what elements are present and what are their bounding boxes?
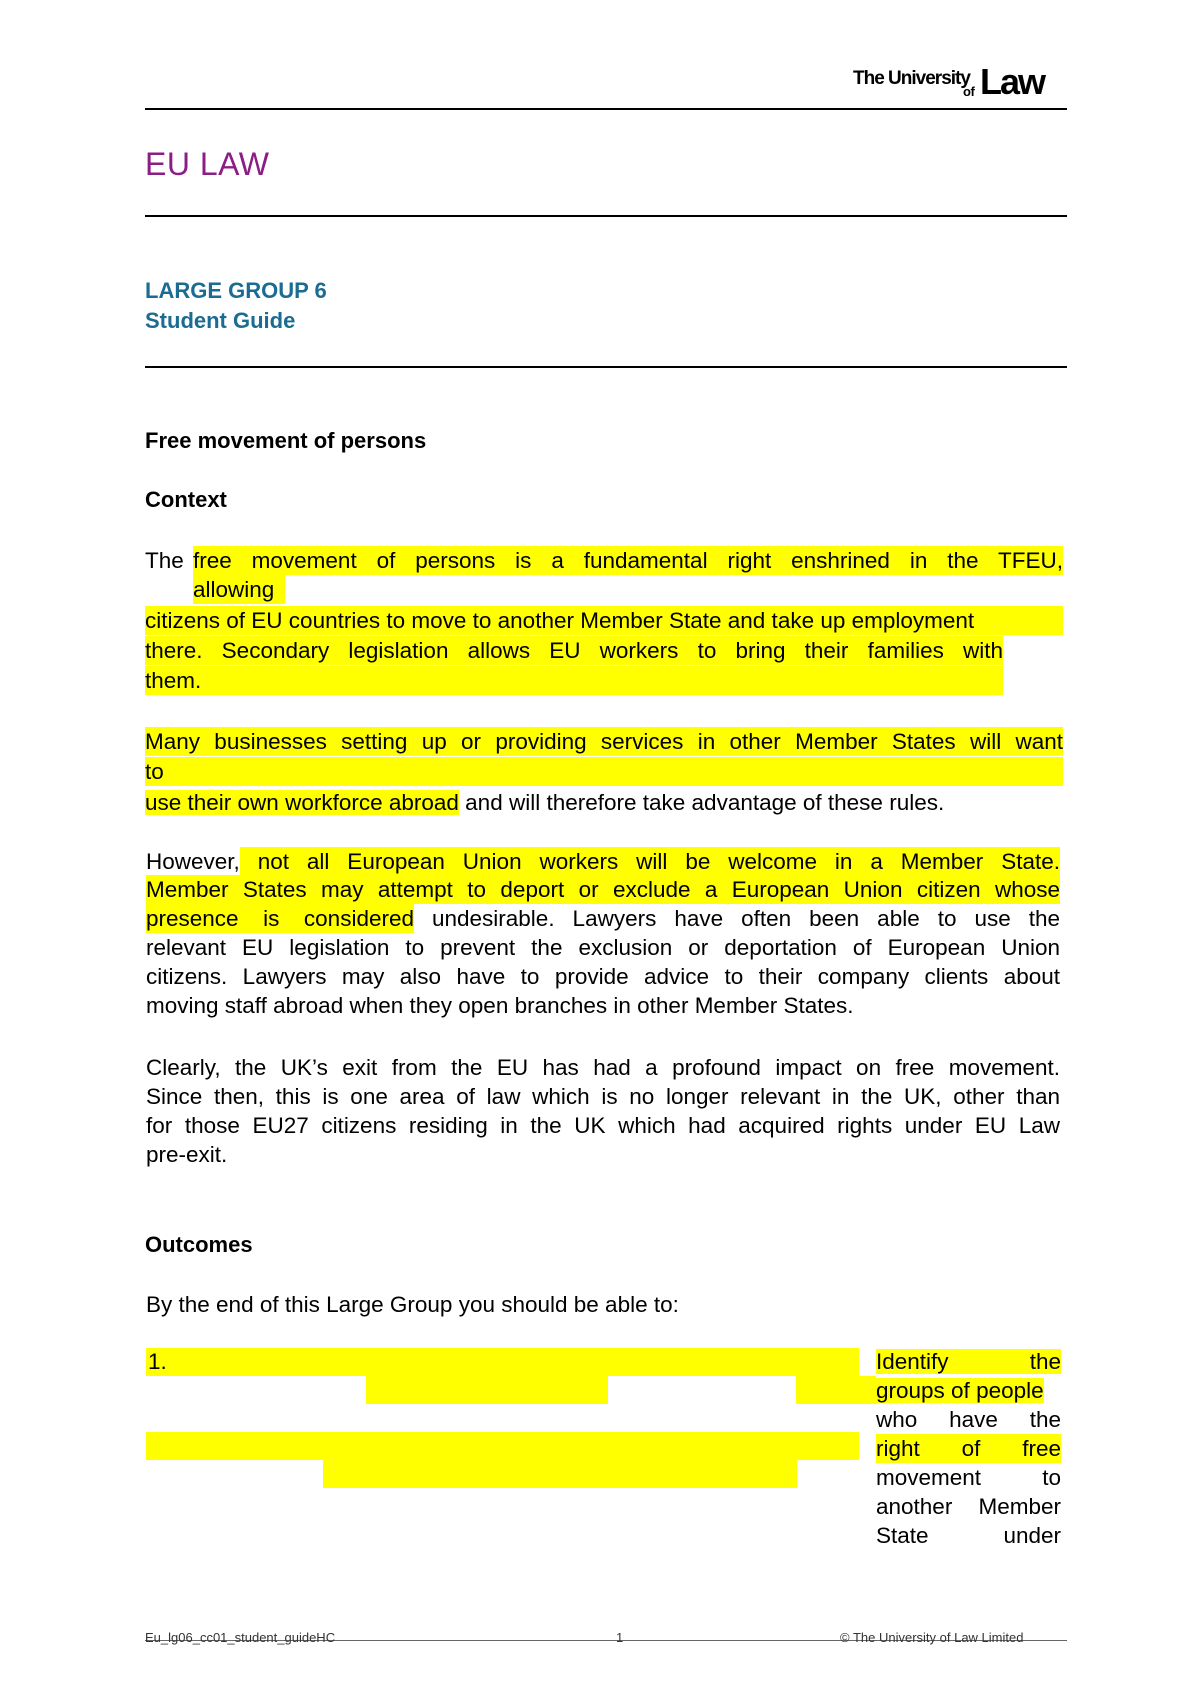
highlight-block: [323, 1460, 797, 1488]
highlight-block: [366, 1376, 608, 1404]
paragraph-line: pre-exit.: [146, 1142, 228, 1167]
context-heading: Context: [145, 487, 227, 512]
paragraph-line: moving staff abroad when they open branches in other Member States.: [146, 993, 854, 1018]
paragraph-line: there. Secondary legislation allows EU workers to bring their families with: [145, 638, 1003, 663]
footer-doc-id: Eu_lg06_cc01_student_guideHC: [145, 1630, 336, 1645]
paragraph-line: [146, 847, 1060, 876]
paragraph-line: [145, 788, 944, 817]
highlight-block: [146, 1432, 859, 1460]
footer-page-number: 1: [616, 1630, 624, 1645]
subtitle-group: LARGE GROUP 6: [145, 278, 327, 303]
paragraph-line: Clearly, the UK’s exit from the EU has had a profound impact on free movement.: [146, 1055, 1060, 1080]
highlight-block: [796, 1376, 876, 1404]
outcome-line: State under: [876, 1523, 1061, 1548]
highlighted-text: not all European Union workers will be welcome in a Member State.: [239, 849, 1060, 874]
plain-text: However,: [146, 849, 240, 874]
logo-line-1: The University: [853, 68, 970, 89]
document-title: EU LAW: [145, 146, 270, 182]
outcomes-intro: By the end of this Large Group you should be able to:: [146, 1292, 679, 1317]
paragraph-line: them.: [145, 666, 1003, 695]
header-divider-3: [145, 366, 1067, 368]
paragraph-line: Member States may attempt to deport or exclude a European Union citizen whose: [146, 877, 1060, 902]
paragraph-line: relevant EU legislation to prevent the exclusion or deportation of European Union: [146, 935, 1060, 960]
highlighted-text: presence is considered: [146, 906, 414, 931]
header-divider-2: [145, 215, 1067, 217]
paragraph-line: Many businesses setting up or providing services in other Member States will want: [145, 729, 1063, 754]
paragraph-line: citizens of EU countries to move to another Member State and take up employment: [145, 606, 1063, 635]
outcome-line: who have the: [876, 1407, 1061, 1432]
paragraph-line: to: [145, 757, 1063, 786]
paragraph-line: [146, 904, 1060, 933]
outcome-number: 1.: [148, 1349, 167, 1374]
outcome-line: Identify the: [876, 1349, 1061, 1374]
outcome-line: movement to: [876, 1465, 1061, 1490]
paragraph-line: free movement of persons is a fundamental right enshrined in the TFEU,: [193, 548, 1063, 573]
outcome-line: right of free: [876, 1436, 1061, 1461]
outcome-line: groups of people: [876, 1378, 1044, 1403]
paragraph-line: Since then, this is one area of law which is no longer relevant in the UK, other than: [146, 1084, 1060, 1109]
section-heading: Free movement of persons: [145, 428, 427, 453]
logo-line-2: of: [963, 84, 975, 99]
paragraph-line: citizens. Lawyers may also have to provide advice to their company clients about: [146, 964, 1060, 989]
paragraph-lead-word: The: [145, 548, 184, 573]
logo-line-3: Law: [980, 61, 1045, 102]
highlighted-text: use their own workforce abroad: [145, 790, 459, 815]
paragraph-line: for those EU27 citizens residing in the UK which had acquired rights under EU Law: [146, 1113, 1060, 1138]
header-divider-1: [145, 108, 1067, 110]
highlight-block: [146, 1348, 859, 1376]
subtitle-guide: Student Guide: [145, 308, 296, 333]
plain-text: undesirable. Lawyers have often been able to use the: [414, 906, 1060, 931]
university-logo: [853, 62, 1063, 102]
paragraph-line: allowing: [193, 575, 285, 604]
footer-copyright: © The University of Law Limited: [840, 1630, 1024, 1645]
outcome-line: another Member: [876, 1494, 1061, 1519]
plain-text: and will therefore take advantage of these rules.: [458, 790, 945, 815]
outcomes-heading: Outcomes: [145, 1232, 253, 1257]
